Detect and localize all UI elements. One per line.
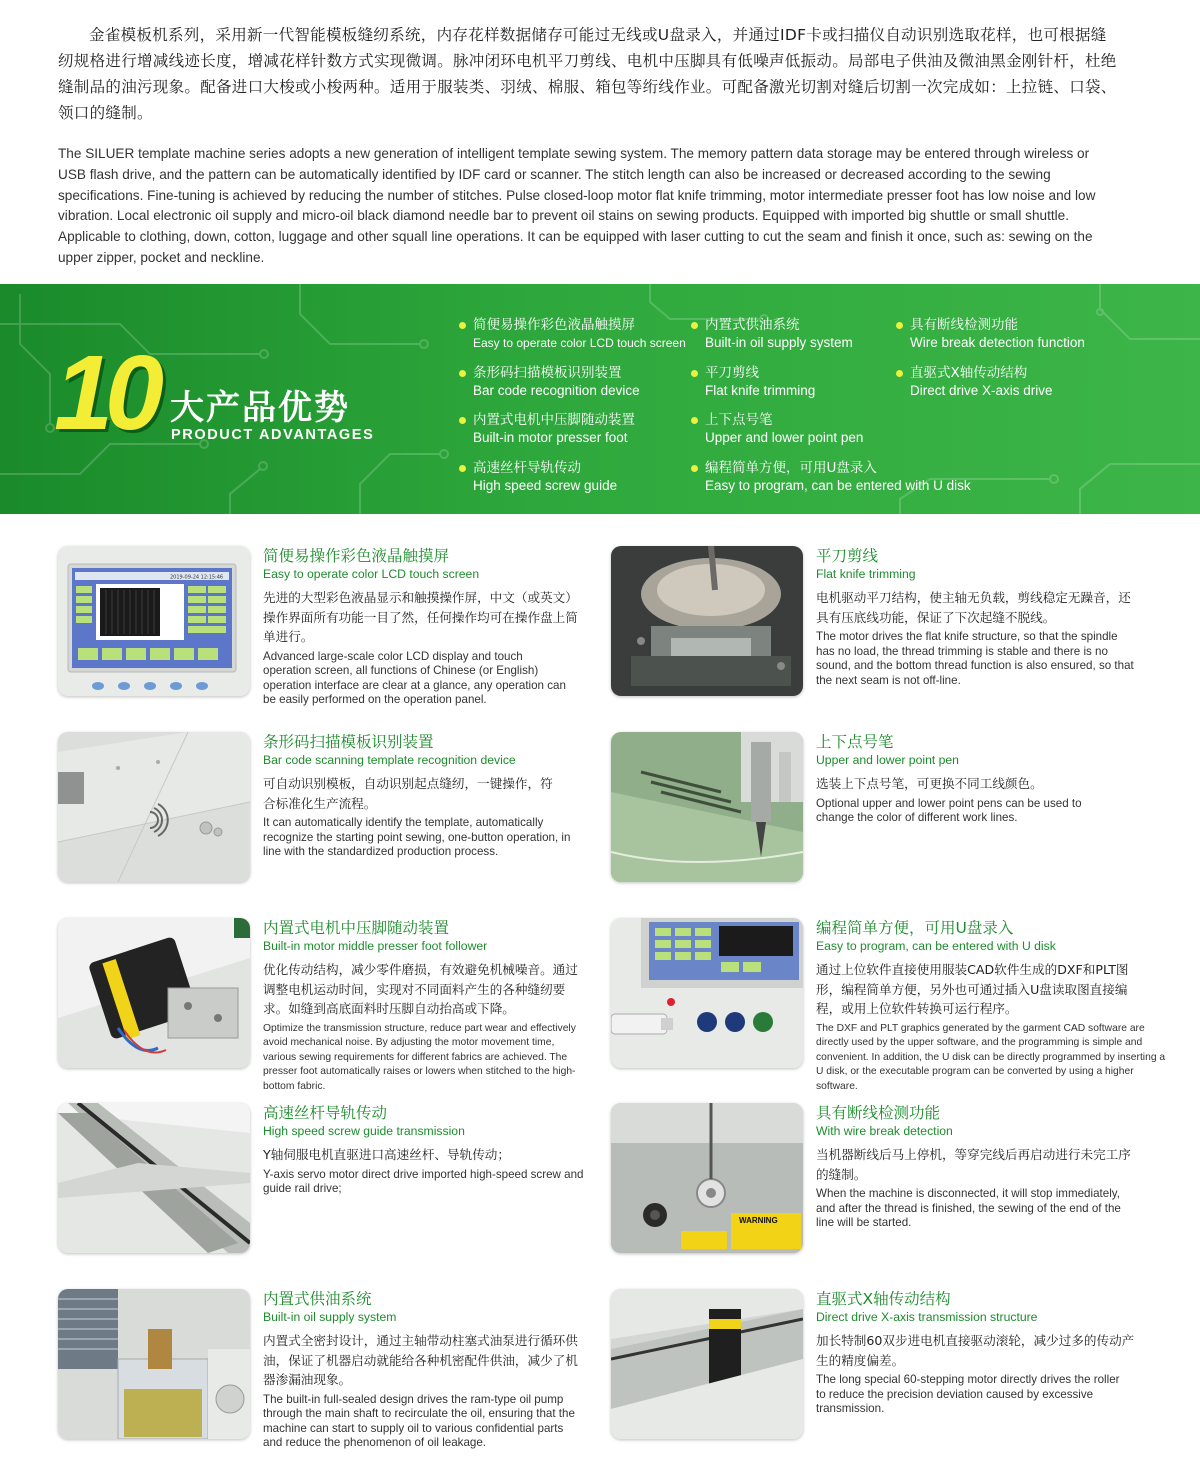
advantage-en: Upper and lower point pen [705,430,864,445]
feature-title-cn: 上下点号笔 [816,733,894,751]
feature-title-en: Flat knife trimming [816,567,916,581]
advantage-en: Built-in oil supply system [705,335,853,350]
number-ten: 10 [54,334,156,452]
feature-desc-en: The DXF and PLT graphics generated by the garment CAD software are directly used by the upper software, and the programming is simple and convenient. In addition, the U disk can be directly programmed by inserting a U disk, or the executable program can be converted by using a higher software. [816,1022,1166,1092]
advantage-item [705,411,945,447]
feature-title-cn: 编程简单方便，可用U盘录入 [816,919,1014,937]
bullet-icon [691,417,698,424]
feature-title-en: Upper and lower point pen [816,753,959,767]
advantage-item [910,316,1150,352]
intro-english: The SILUER template machine series adopts a new generation of intelligent template sewing system. The memory pattern data storage may be entered through wireless or USB flash drive, and the pattern can be automatically identified by IDF card or scanner. The stitch length can also be increased or decreased according to the sewing specifications. Fine-tuning is achieved by reducing the number of stitches. Pulse closed-loop motor flat knife trimming, motor intermediate presser foot has low noise and low vibration. Local electronic oil supply and micro-oil black diamond needle bar to prevent oil stains on sewing products. Equipped with imported big shuttle or small shuttle. Applicable to clothing, down, cotton, luggage and other squall line operations. It can be equipped with laser cutting to cut the seam and finish it once, such as: sewing on the upper zipper, pocket and neckline. [58,146,1096,265]
feature-wire-break [611,1103,1171,1263]
feature-title-cn: 条形码扫描模板识别装置 [263,733,434,751]
bullet-icon [459,370,466,377]
advantage-item [705,459,971,495]
advantage-cn: 内置式电机中压脚随动装置 [473,412,635,428]
advantage-item [705,364,945,400]
advantage-en: Wire break detection function [910,335,1085,350]
advantage-cn: 内置式供油系统 [705,317,800,333]
bullet-icon [896,322,903,329]
feature-desc-cn: 当机器断线后马上停机，等穿完线后再启动进行未完工序的缝制。 [816,1147,1131,1182]
feature-desc-cn: 电机驱动平刀结构，使主轴无负载，剪线稳定无躁音，还具有压底线功能，保证了下次起缝不脱线。 [816,590,1131,625]
feature-title-en: High speed screw guide transmission [263,1124,465,1138]
advantage-en: Direct drive X-axis drive [910,383,1053,398]
advantage-cn: 编程简单方便，可用U盘录入 [705,460,877,476]
feature-title-en: Built-in oil supply system [263,1310,397,1324]
feature-lcd-screen [58,546,618,706]
bullet-icon [459,465,466,472]
feature-desc-en: Y-axis servo motor direct drive imported high-speed screw and guide rail drive; [263,1167,584,1196]
barcode-scanner-photo [58,732,250,882]
feature-flat-knife [611,546,1171,706]
feature-barcode-scanning [58,732,618,892]
feature-oil-supply [58,1289,618,1449]
wire-break-sensor-photo [611,1103,803,1253]
feature-title-cn: 简便易操作彩色液晶触摸屏 [263,547,450,565]
feature-desc-en: The long special 60-stepping motor directly drives the roller to reduce the precision deviation caused by excessive transmission. [816,1373,1120,1416]
bullet-icon [691,465,698,472]
flat-knife-photo [611,546,803,696]
feature-desc-cn: 选装上下点号笔，可更换不同工线颜色。 [816,776,1043,791]
feature-presser-foot [58,918,618,1092]
feature-desc-en: The motor drives the flat knife structure, so that the spindle has no load, the thread trimming is stable and there is no sound, and the bottom thread function is also ensured, so that the next seam is not off-line. [816,630,1134,687]
advantage-cn: 条形码扫描模板识别装置 [473,365,622,381]
feature-title-cn: 内置式供油系统 [263,1290,372,1308]
u-disk-panel-photo [611,918,803,1068]
feature-point-pen [611,732,1171,892]
oil-supply-photo [58,1289,250,1439]
advantages-banner [0,284,1200,514]
presser-foot-motor-photo [58,918,250,1068]
bullet-icon [459,417,466,424]
advantage-cn: 上下点号笔 [705,412,773,428]
feature-desc-en: Advanced large-scale color LCD display and touch operation screen, all functions of Chinese (or English) operation interface are clear at a glance, any operation can be easily performed on the operation panel. [263,649,566,707]
feature-desc-en: Optional upper and lower point pens can be used to change the color of different work lines. [816,796,1082,825]
feature-desc-cn: 优化传动结构，减少零件磨损，有效避免机械噪音。通过调整电机运动时间，实现对不同面料产生的各种缝纫要求。如缝到高底面料时压脚自动抬高或下降。 [263,962,578,1016]
advantage-item [473,316,713,352]
feature-desc-en: When the machine is disconnected, it will stop immediately, and after the thread is finished, the sewing of the end of the line will be started. [816,1187,1121,1230]
advantage-cn: 具有断线检测功能 [910,317,1018,333]
feature-desc-cn: 内置式全密封设计，通过主轴带动柱塞式油泵进行循环供油，保证了机器启动就能给各种机密配件供油，减少了机器渗漏油现象。 [263,1333,578,1387]
feature-u-disk [611,918,1171,1092]
bullet-icon [459,322,466,329]
advantage-en: Easy to operate color LCD touch screen [473,336,686,350]
feature-title-cn: 内置式电机中压脚随动装置 [263,919,450,937]
advantage-item [473,364,713,400]
point-pen-photo [611,732,803,882]
intro-chinese: 金雀模板机系列，采用新一代智能模板缝纫系统，内存花样数据储存可能过无线或U盘录入，并通过IDF卡或扫描仪自动识别选取花样，也可根据缝纫规格进行增减线迹长度，增减花样针数方式实现微调。脉冲闭环电机平刀剪线、电机中压脚具有低噪声低振动。局部电子供油及微油黑金刚针杆，杜绝缝制品的油污现象。配备进口大梭或小梭两种。适用于服装类、羽绒、棉服、箱包等绗线作业。可配备激光切割对缝后切割一次完成如：上拉链、口袋、领口的缝制。 [58,26,1117,122]
feature-desc-cn: 先进的大型彩色液晶显示和触摸操作屏，中文（或英文）操作界面所有功能一目了然，任何操作均可在操作盘上简单进行。 [263,590,578,644]
feature-title-cn: 直驱式X轴传动结构 [816,1290,951,1308]
feature-title-cn: 具有断线检测功能 [816,1104,941,1122]
feature-title-en: Built-in motor middle presser foot follower [263,939,488,953]
advantages-title-en: PRODUCT ADVANTAGES [171,427,375,443]
feature-title-en: Bar code scanning template recognition device [263,753,516,767]
advantage-en: Built-in motor presser foot [473,430,628,445]
advantage-en: High speed screw guide [473,478,618,493]
bullet-icon [896,370,903,377]
feature-title-en: Easy to program, can be entered with U disk [816,939,1056,953]
advantage-item [910,364,1150,400]
advantage-en: Flat knife trimming [705,383,816,398]
advantage-item [473,459,713,495]
feature-title-cn: 高速丝杆导轨传动 [263,1104,388,1122]
bullet-icon [691,370,698,377]
feature-desc-cn: 通过上位软件直接使用服装CAD软件生成的DXF和PLT图形，编程简单方便，另外也可通过插入U盘读取图直接编程，或用上位软件转换可运行程序。 [816,962,1129,1016]
panel-clock-text: 2019-09-24 12:15:46 [170,574,224,581]
warning-label-text: WARNING [739,1216,778,1225]
feature-title-cn: 平刀剪线 [816,547,879,565]
feature-title-en: With wire break detection [816,1124,953,1138]
feature-desc-en: The built-in full-sealed design drives the ram-type oil pump through the main shaft to recirculate the oil, ensuring that the machine can start to supply oil to various confidential parts and reduce the phenomenon of oil leakage. [263,1392,575,1450]
feature-desc-cn: 可自动识别模板，自动识别起点缝纫，一键操作，符合标准化生产流程。 [263,776,553,811]
advantages-title-cn: 大产品优势 [170,388,350,428]
lcd-panel-photo [58,546,250,696]
advantage-cn: 直驱式X轴传动结构 [910,365,1028,381]
advantage-en: Easy to program, can be entered with U disk [705,478,971,493]
feature-desc-en: It can automatically identify the template, automatically recognize the starting point sewing, one-button operation, in line with the standardized production process. [263,816,571,859]
advantage-en: Bar code recognition device [473,383,640,398]
advantage-cn: 平刀剪线 [705,365,759,381]
feature-screw-guide [58,1103,618,1263]
bullet-icon [691,322,698,329]
advantage-item [705,316,945,352]
feature-desc-cn: 加长特制60双步进电机直接驱动滚轮，减少过多的传动产生的精度偏差。 [816,1333,1135,1368]
feature-desc-cn: Y轴伺服电机直驱进口高速丝杆、导轨传动； [263,1147,510,1162]
feature-x-axis-drive [611,1289,1171,1449]
advantage-cn: 简便易操作彩色液晶触摸屏 [473,317,635,333]
x-axis-motor-photo [611,1289,803,1439]
feature-title-en: Direct drive X-axis transmission structure [816,1310,1038,1324]
advantage-item [473,411,713,447]
feature-desc-en: Optimize the transmission structure, reduce part wear and effectively avoid mechanical noise. By adjusting the motor movement time, various sewing requirements for different fabrics are achieved. The presser foot automatically raises or lowers when stitched to the high-bottom fabric. [263,1022,576,1092]
advantage-cn: 高速丝杆导轨传动 [473,460,581,476]
feature-title-en: Easy to operate color LCD touch screen [263,567,480,581]
screw-guide-photo [58,1103,250,1253]
